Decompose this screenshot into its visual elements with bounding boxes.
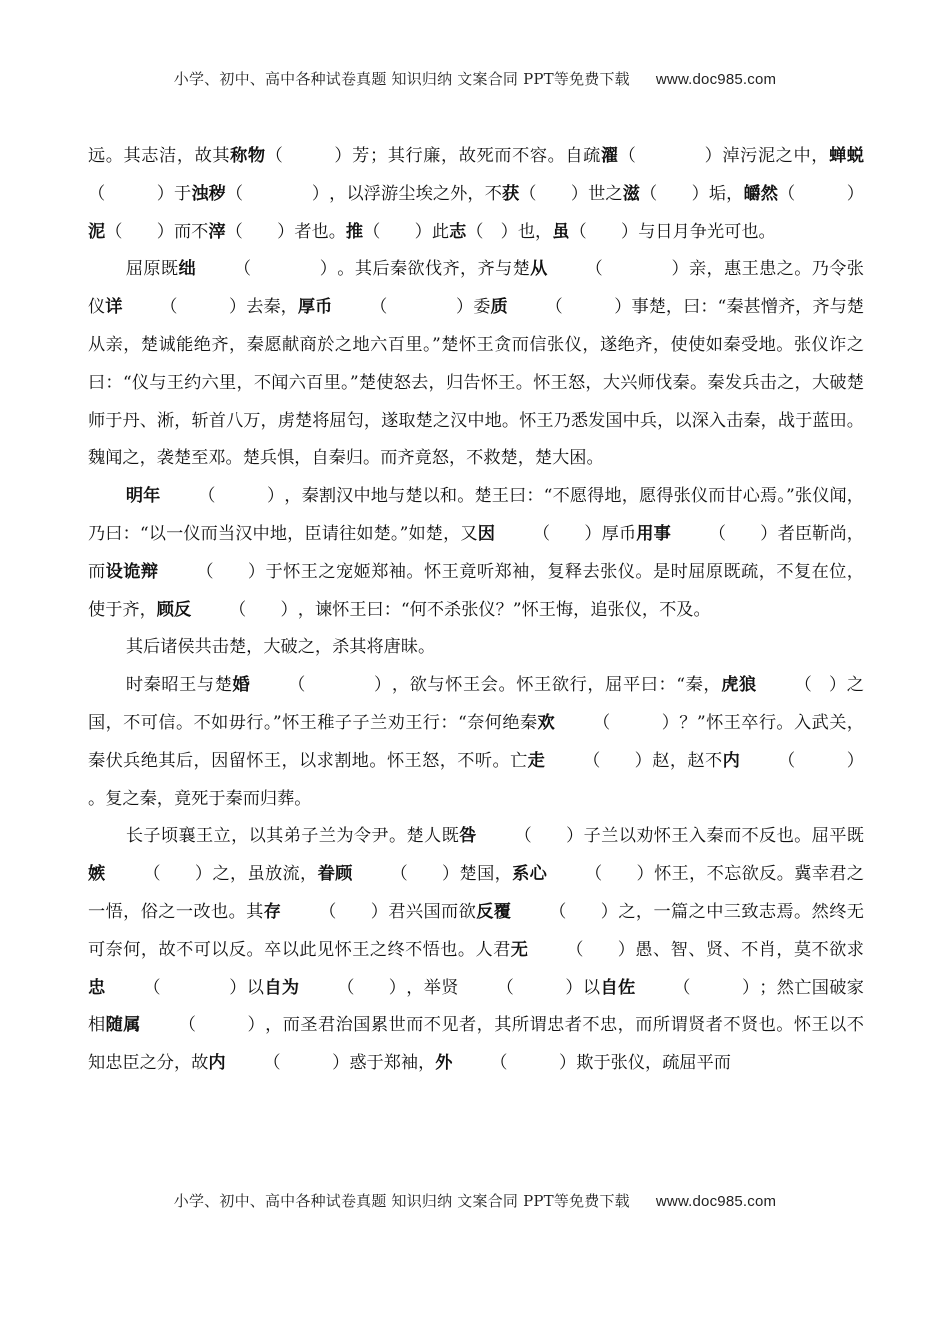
keyword: 绌 (178, 259, 196, 280)
answer-blank: （ ） (319, 901, 388, 922)
text-run: 去秦， (246, 297, 298, 318)
answer-blank: （ ） (228, 599, 298, 620)
text-run: 楚国， (459, 864, 513, 885)
keyword: 泥 (88, 221, 106, 242)
text-run: 欺于张仪，疏屈平而 (576, 1053, 731, 1074)
text-run: 于 (173, 183, 192, 204)
answer-blank: （ ） (390, 864, 460, 885)
answer-blank: （ ） (673, 977, 760, 998)
answer-blank: （ ） (88, 183, 174, 204)
keyword: 忠 (88, 977, 106, 998)
keyword: 蝉蜕 (828, 146, 864, 166)
header-site-link[interactable]: www.doc985.com (655, 71, 777, 88)
text-run: 此 (431, 221, 450, 242)
text-run: 。其后秦欲伐齐，齐与楚 (336, 259, 531, 280)
answer-blank: （ ） (778, 183, 864, 204)
keyword: 虽 (552, 221, 570, 242)
text-run: 子兰以劝怀王入秦而不反也。屈平既 (583, 826, 864, 847)
text-run: 者也。 (294, 221, 346, 242)
keyword: 滓 (208, 221, 226, 242)
text-run: 垢， (708, 183, 744, 204)
keyword: 详 (105, 297, 123, 318)
text-run: ？”怀王卒行。入武关，秦伏兵绝其后，因留怀王，以求割地。怀王怒，不听。亡 (88, 712, 864, 771)
footer-site-link[interactable]: www.doc985.com (655, 1193, 777, 1210)
keyword: 浊秽 (191, 183, 226, 204)
keyword: 明年 (125, 486, 161, 507)
text-run: 屈原既 (125, 259, 179, 280)
answer-blank: （ ） (225, 183, 330, 204)
keyword: 质 (490, 297, 508, 318)
answer-blank: （ ） (794, 675, 847, 696)
keyword: 推 (345, 221, 364, 242)
keyword: 婚 (232, 675, 251, 696)
answer-blank: （ ） (514, 826, 584, 847)
text-run: ；然亡国破家相 (88, 977, 864, 1036)
text-run: 。复之秦，竟死于秦而归葬。 (88, 788, 312, 809)
paragraph (88, 818, 864, 1083)
paragraph (88, 629, 864, 667)
text-run: ，举贤 (405, 977, 459, 998)
answer-blank: （ ） (584, 864, 654, 885)
text-run: 淖污泥之中， (721, 146, 829, 166)
keyword: 内 (208, 1053, 226, 1074)
answer-blank: （ ） (143, 977, 247, 998)
keyword: 从 (530, 259, 548, 280)
answer-blank: （ ） (618, 146, 722, 166)
answer-blank: （ ） (532, 523, 602, 544)
paragraph (88, 138, 864, 251)
text-run: 而不 (173, 221, 209, 242)
paragraph (88, 251, 864, 478)
answer-blank: （ ） (178, 1015, 265, 1036)
answer-blank: （ ） (549, 901, 618, 922)
text-run: ，谏怀王曰：“何不杀张仪？”怀王悔，追张仪，不及。 (297, 599, 711, 620)
text-run: 长子顷襄王立，以其弟子兰为令尹。楚人既 (125, 826, 460, 847)
text-run: 赵，赵不 (651, 750, 723, 771)
answer-blank: （ ） (265, 146, 352, 166)
page-footer (0, 1190, 950, 1211)
text-run: 也， (517, 221, 553, 242)
answer-blank: （ ） (233, 259, 337, 280)
keyword: 自佐 (600, 977, 636, 998)
text-run: 与日月争光可也。 (638, 221, 776, 242)
keyword: 设诡辩 (105, 561, 159, 582)
text-run: 以 (246, 977, 265, 998)
answer-blank: （ ） (778, 750, 864, 771)
text-run: 世之 (588, 183, 623, 204)
text-run: 之国，不可信。不如毋行。”怀王稚子子兰劝王行：“奈何绝秦 (88, 675, 864, 733)
keyword: 系心 (512, 864, 548, 885)
text-run: ，秦割汉中地与楚以和。楚王曰：“不愿得地，愿得张仪而甘心焉。”张仪闻，乃曰：“以一仪而当汉中地，臣请往如楚。”如楚，又 (88, 486, 864, 544)
answer-blank: （ ） (370, 297, 474, 318)
answer-blank: （ ） (225, 221, 295, 242)
text-run: 君兴国而欲 (387, 901, 477, 922)
answer-blank: （ ） (708, 523, 778, 544)
text-run: 芳；其行廉，故死而不容。自疏 (351, 146, 601, 166)
paragraph (88, 667, 864, 818)
keyword: 称物 (230, 146, 266, 166)
keyword: 虎狼 (721, 675, 757, 696)
answer-blank: （ ） (160, 297, 247, 318)
keyword: 皭然 (743, 183, 779, 204)
keyword: 嫉 (88, 864, 106, 885)
text-run: 之，虽放流， (212, 864, 318, 885)
paragraph (88, 478, 864, 629)
keyword: 反覆 (476, 901, 512, 922)
answer-blank: （ ） (466, 221, 518, 242)
keyword: 咎 (459, 826, 477, 847)
answer-blank: （ ） (263, 1053, 350, 1074)
keyword: 存 (263, 901, 282, 922)
text-run: 委 (473, 297, 491, 318)
keyword: 眷顾 (317, 864, 353, 885)
header-text: 小学、初中、高中各种试卷真题 知识归纳 文案合同 PPT等免费下载 (173, 70, 630, 88)
keyword: 欢 (537, 712, 556, 733)
keyword: 因 (477, 523, 495, 544)
text-run: 愚、智、贤、不肖，莫不欲求 (634, 939, 864, 960)
text-run: ，以浮游尘埃之外，不 (329, 183, 502, 204)
text-run: 亲，惠王患之。乃令张仪 (88, 259, 864, 318)
keyword: 厚币 (297, 297, 333, 318)
answer-blank: （ ） (496, 977, 583, 998)
keyword: 无 (510, 939, 529, 960)
text-run: 惑于郑袖， (349, 1053, 436, 1074)
text-run: 怀王，不忘欲反。冀幸君之一悟，俗之一改也。其 (88, 864, 864, 922)
text-run: 其后诸侯共击楚，大破之，杀其将唐昧。 (125, 637, 436, 658)
answer-blank: （ ） (583, 750, 652, 771)
keyword: 濯 (600, 146, 619, 166)
text-run: 远。其志洁，故其 (88, 146, 231, 166)
text-run: 之，一篇之中三致志焉。然终无可奈何，故不可以反。卒以此见怀王之终不悟也。人君 (88, 901, 864, 960)
text-run: ，而圣君治国累世而不见者，其所谓忠者不忠，而所谓贤者不贤也。怀王以不知忠臣之分，故 (88, 1015, 864, 1074)
keyword: 获 (501, 183, 520, 204)
text-run: 于怀王之宠姬郑袖。怀王竟听郑袖，复释去张仪。是时屈原既疏，不复在位，使于齐， (88, 561, 864, 620)
keyword: 随属 (105, 1015, 141, 1036)
answer-blank: （ ） (585, 259, 689, 280)
answer-blank: （ ） (566, 939, 635, 960)
answer-blank: （ ） (490, 1053, 577, 1074)
keyword: 自为 (264, 977, 300, 998)
page-header (0, 68, 950, 89)
keyword: 外 (435, 1053, 453, 1074)
keyword: 顾反 (156, 599, 192, 620)
answer-blank: （ ） (337, 977, 406, 998)
document-body (88, 138, 864, 1188)
text-run: 厚币 (601, 523, 637, 544)
keyword: 滋 (622, 183, 641, 204)
keyword: 走 (527, 750, 546, 771)
footer-text: 小学、初中、高中各种试卷真题 知识归纳 文案合同 PPT等免费下载 (173, 1192, 630, 1210)
keyword: 志 (449, 221, 467, 242)
keyword: 内 (722, 750, 741, 771)
answer-blank: （ ） (640, 183, 709, 204)
text-run: 时秦昭王与楚 (125, 675, 233, 696)
answer-blank: （ ） (545, 297, 632, 318)
keyword: 用事 (636, 523, 671, 544)
answer-blank: （ ） (198, 486, 285, 507)
answer-blank: （ ） (196, 561, 266, 582)
text-run: 者臣靳尚，而 (88, 523, 864, 582)
answer-blank: （ ） (519, 183, 589, 204)
answer-blank: （ ） (143, 864, 213, 885)
answer-blank: （ ） (363, 221, 432, 242)
answer-blank: （ ） (105, 221, 174, 242)
text-run: ，欲与怀王会。怀王欲行，屈平曰：“秦， (391, 675, 722, 696)
text-run: 事楚，曰：“秦甚憎齐，齐与楚从亲，楚诚能绝齐，秦愿献商於之地六百里。”楚怀王贪而信张仪，遂绝齐，使使如秦受地。张仪诈之曰：“仪与王约六里，不闻六百里。”楚使怒去，归告怀王。怀王怒，大兴师伐秦。秦发兵击之，大破楚师于丹、淅，斩首八万，虏楚将屈匄，遂取楚之汉中地。怀王乃悉发国中兵，以深入击秦，战于蓝田。魏闻之，袭楚至邓。楚兵惧，自秦归。而齐竟怒，不救楚，楚大困。 (88, 297, 864, 469)
answer-blank: （ ） (592, 712, 679, 733)
text-run: 以 (582, 977, 601, 998)
answer-blank: （ ） (288, 675, 392, 696)
answer-blank: （ ） (569, 221, 639, 242)
